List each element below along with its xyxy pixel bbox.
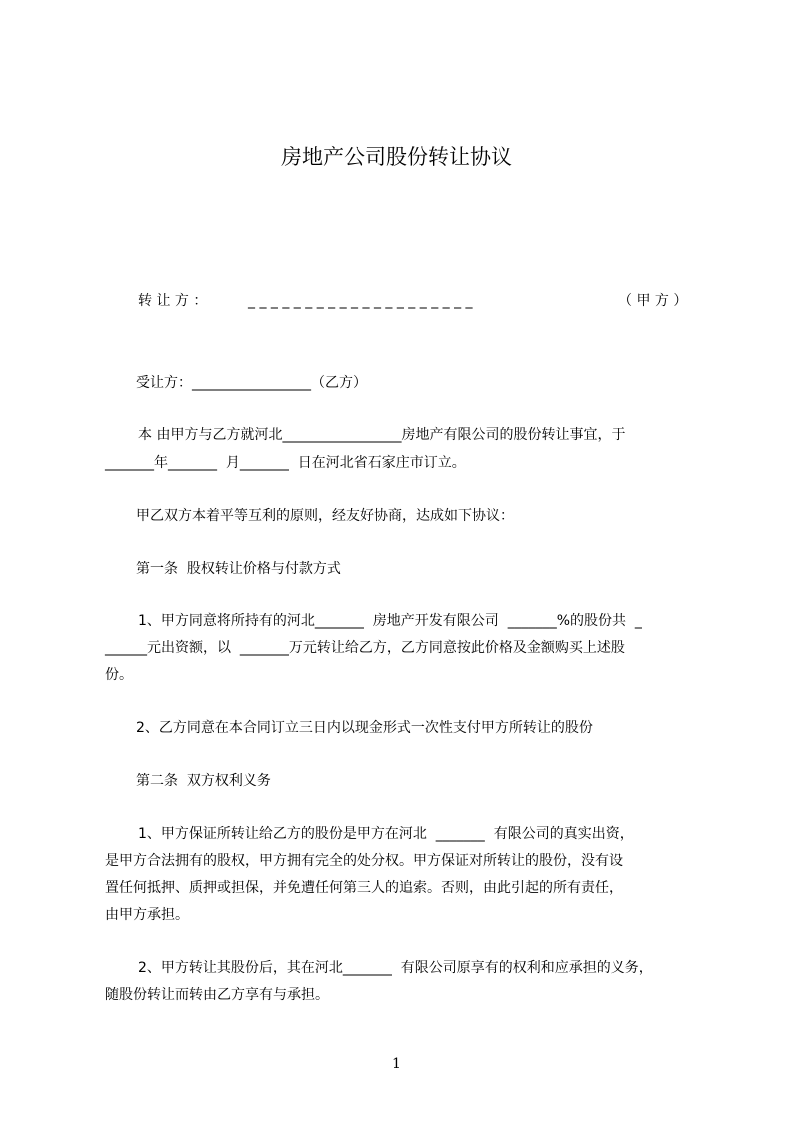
transferee-line: 受让方：_________________（乙方） (136, 375, 367, 391)
intro-line-1: 本 由甲方与乙方就河北_________________房地产有限公司的股份转让事宜，于 (138, 427, 626, 443)
article-1-heading: 第一条 股权转让价格与付款方式 (136, 561, 341, 577)
page-number: 1 (392, 1056, 401, 1072)
article-2-clause-1-line-2: 是甲方合法拥有的股权，甲方拥有完全的处分权。甲方保证对所转让的股份，没有设 (105, 853, 623, 869)
document-title: 房地产公司股份转让协议 (281, 145, 512, 169)
article-2-heading: 第二条 双方权利义务 (136, 773, 271, 789)
article-1-clause-2: 2、乙方同意在本合同订立三日内以现金形式一次性支付甲方所转让的股份 (136, 720, 593, 736)
article-2-clause-1-line-1: 1、甲方保证所转让给乙方的股份是甲方在河北 _______ 有限公司的真实出资， (138, 826, 634, 842)
intro-line-2: _______年_______ 月_______ 日在河北省石家庄市订立。 (105, 455, 466, 471)
article-2-clause-1-line-3: 置任何抵押、质押或担保，并免遭任何第三人的追索。否则，由此引起的所有责任， (105, 880, 623, 896)
article-2-clause-1-line-4: 由甲方承担。 (105, 907, 189, 923)
article-2-clause-2-line-1: 2、甲方转让其股份后，其在河北_______ 有限公司原享有的权利和应承担的义务， (138, 960, 653, 976)
transferor-role: （ 甲 方 ） (618, 293, 688, 309)
transferor-label: 转 让 方 ： (138, 293, 208, 309)
principle-text: 甲乙双方本着平等互利的原则，经友好协商，达成如下协议： (136, 508, 514, 524)
transferor-blank: _ _ _ _ _ _ _ _ _ _ _ _ _ _ _ _ _ _ _ _ (248, 293, 473, 309)
article-1-clause-1-line-3: 份。 (105, 667, 133, 683)
article-2-clause-2-line-2: 随股份转让而转由乙方享有与承担。 (105, 987, 329, 1003)
article-1-clause-1-line-2: ______元出资额，以 _______万元转让给乙方，乙方同意按此价格及金额购买上述股 (105, 640, 625, 656)
article-1-clause-1-line-1: 1、甲方同意将所持有的河北_______ 房地产开发有限公司 _______%的股份共 _ (138, 613, 642, 629)
